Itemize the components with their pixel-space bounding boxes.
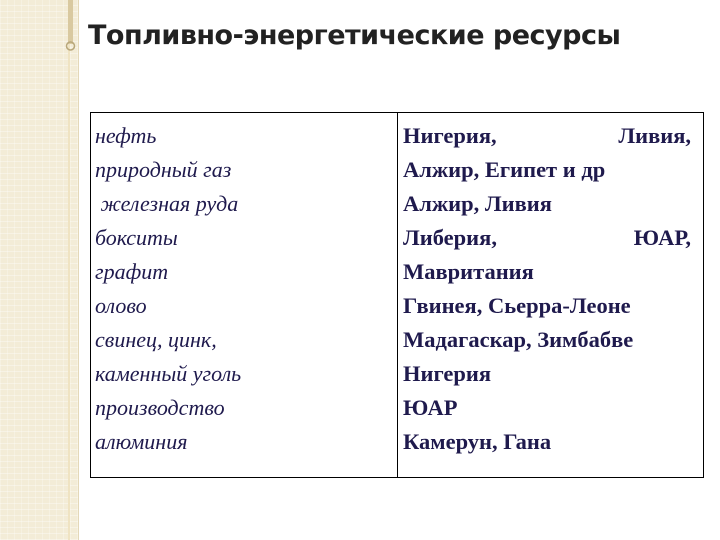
resource-item: железная руда bbox=[95, 191, 239, 216]
sidebar-divider bbox=[68, 0, 70, 540]
country-text: ЮАР, bbox=[633, 225, 691, 250]
resource-item: бокситы bbox=[95, 225, 178, 250]
country-line: Алжир, Ливия bbox=[403, 191, 552, 216]
country-line bbox=[403, 119, 691, 153]
resource-item: алюминия bbox=[95, 429, 188, 454]
resource-item: каменный уголь bbox=[95, 361, 242, 386]
country-text: Ливия, bbox=[618, 123, 691, 148]
country-line: Алжир, Египет и др bbox=[403, 157, 606, 182]
resource-item: графит bbox=[95, 259, 169, 284]
country-line: Мавритания bbox=[403, 259, 534, 284]
country-text: Либерия, bbox=[403, 225, 497, 250]
country-line: Гвинея, Сьерра-Леоне bbox=[403, 293, 631, 318]
resource-item: свинец, цинк, bbox=[95, 327, 217, 352]
country-text: Нигерия, bbox=[403, 123, 497, 148]
resource-item: природный газ bbox=[95, 157, 232, 182]
country-line: Камерун, Гана bbox=[403, 429, 552, 454]
column-divider bbox=[397, 113, 398, 477]
slide-title: Топливно-энергетические ресурсы bbox=[88, 20, 621, 51]
resource-item: производство bbox=[95, 395, 225, 420]
resources-column bbox=[95, 119, 391, 459]
country-line: ЮАР bbox=[403, 395, 458, 420]
ribbon-ornament-icon bbox=[64, 0, 78, 54]
countries-column bbox=[403, 119, 691, 459]
resource-item: нефть bbox=[95, 123, 157, 148]
resource-item: олово bbox=[95, 293, 147, 318]
country-line: Мадагаскар, Зимбабве bbox=[403, 327, 634, 352]
resources-table bbox=[90, 112, 704, 478]
country-line bbox=[403, 221, 691, 255]
country-line: Нигерия bbox=[403, 361, 492, 386]
